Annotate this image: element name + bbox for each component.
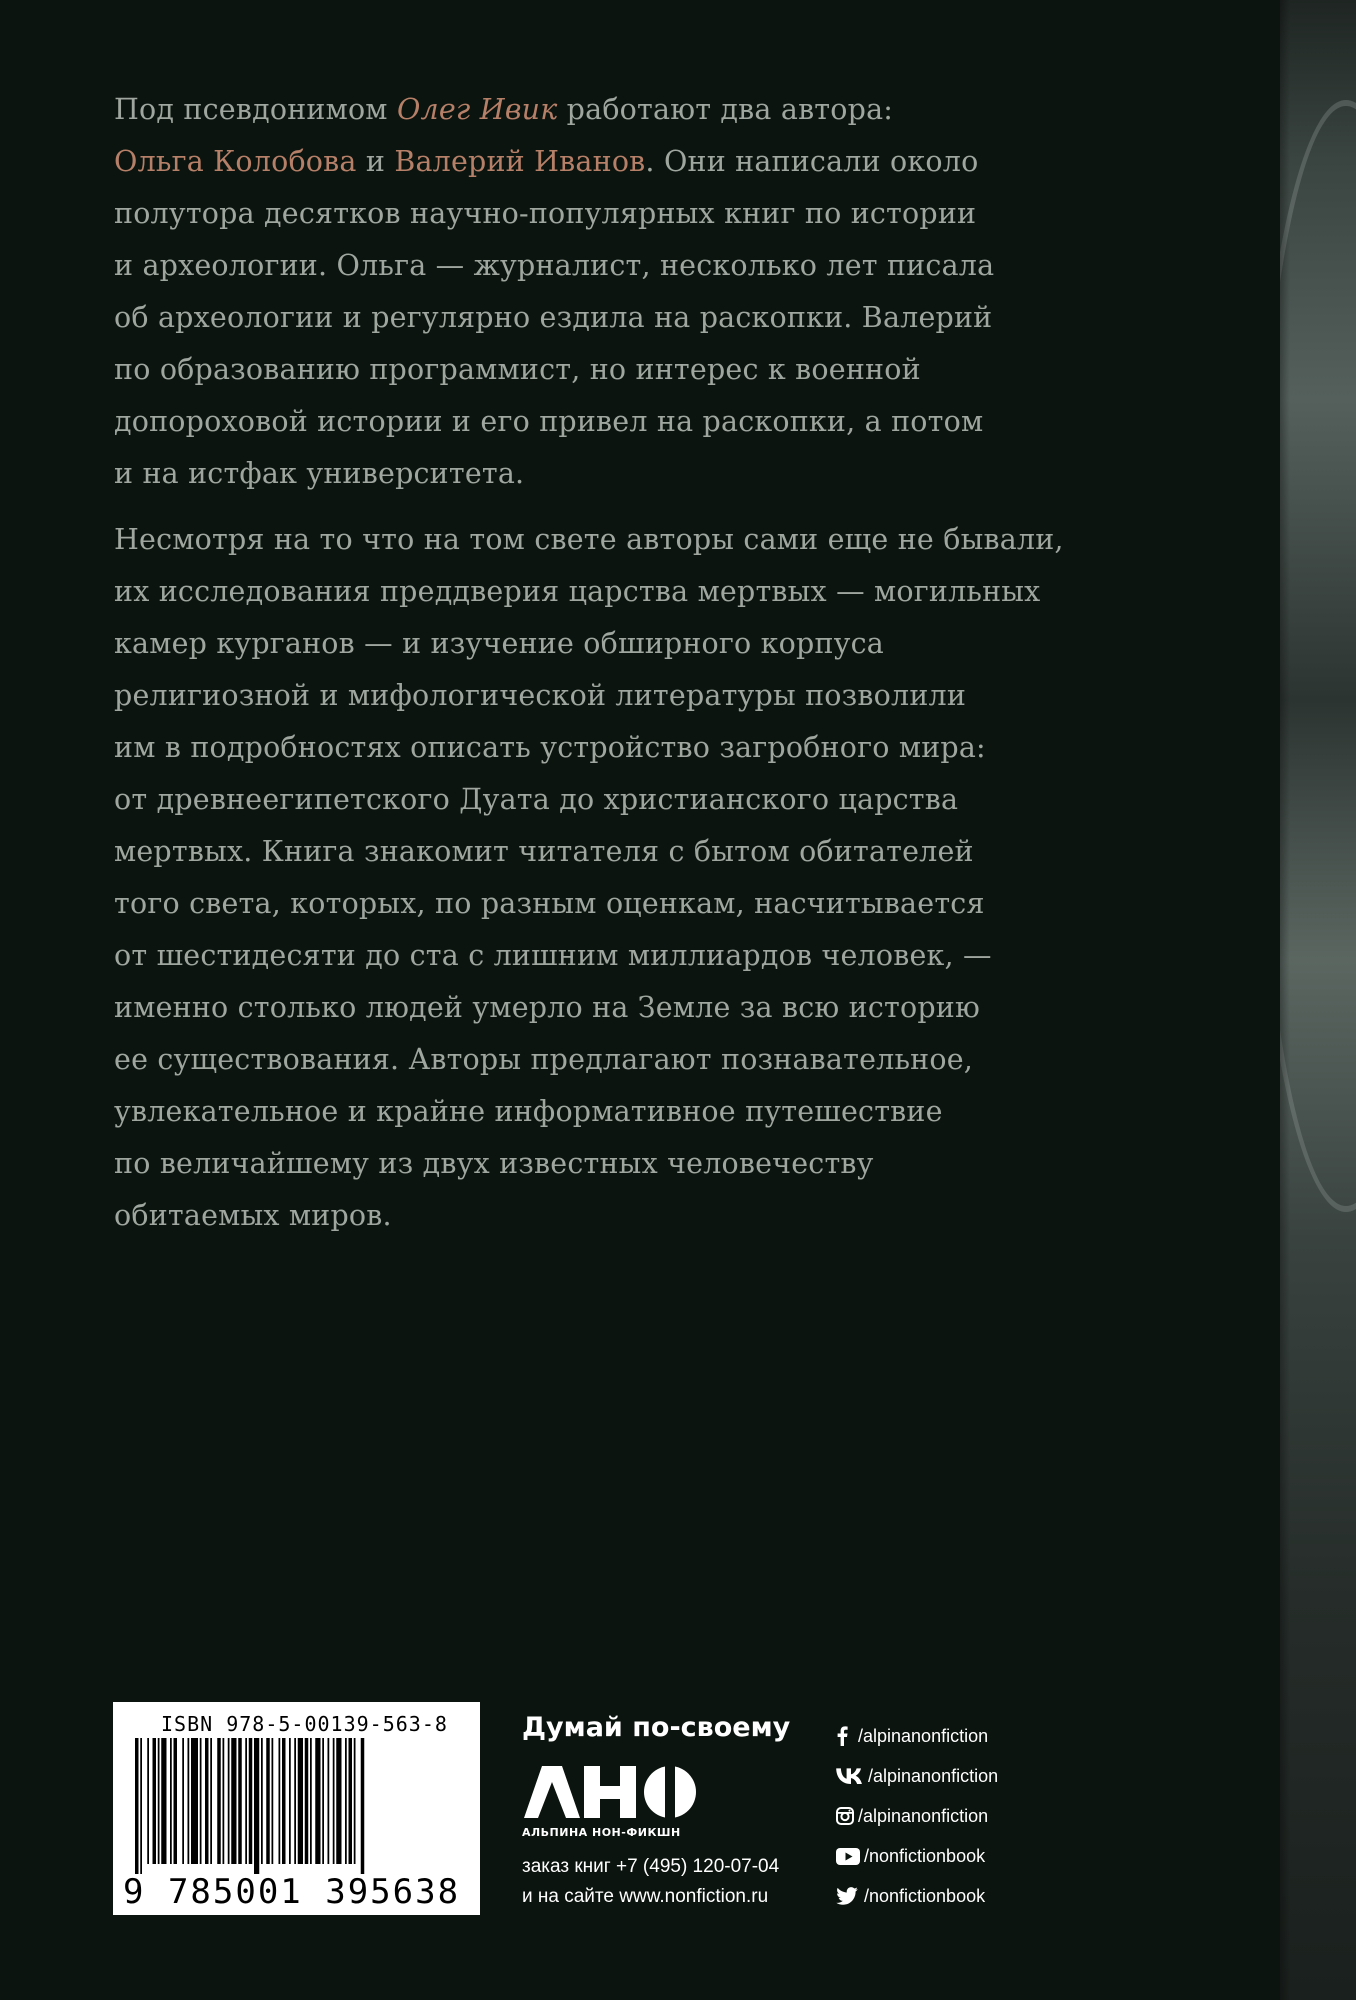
text-line: об археологии и регулярно ездила на раскопки. Валерий xyxy=(114,301,993,334)
author-name: Ольга Колобова xyxy=(114,145,357,178)
text-line: ее существования. Авторы предлагают познавательное, xyxy=(114,1043,974,1076)
text-line: по величайшему из двух известных человечеству xyxy=(114,1147,874,1180)
text-line: камер курганов — и изучение обширного корпуса xyxy=(114,627,884,660)
barcode-bar xyxy=(294,1738,296,1864)
text-line: полутора десятков научно-популярных книг по истории xyxy=(114,197,977,230)
text-line: по образованию программист, но интерес к военной xyxy=(114,353,921,386)
barcode-bar xyxy=(333,1738,335,1864)
barcode-bar xyxy=(361,1738,365,1874)
social-link-twitter[interactable] xyxy=(836,1876,998,1916)
barcode-bar xyxy=(322,1738,324,1864)
order-info xyxy=(522,1852,779,1912)
alpina-logo-icon xyxy=(522,1762,697,1820)
publisher-slogan: Думай по-своему xyxy=(522,1712,791,1743)
text-line: им в подробностях описать устройство загробного мира: xyxy=(114,731,986,764)
barcode-bar xyxy=(210,1738,212,1864)
pseudonym: Олег Ивик xyxy=(396,93,558,126)
text-line: религиозной и мифологической литературы позволили xyxy=(114,679,967,712)
barcode xyxy=(113,1702,480,1915)
author-paragraph xyxy=(114,84,1074,500)
social-handle: /alpinanonfiction xyxy=(858,1725,989,1746)
barcode-bars xyxy=(135,1738,459,1874)
social-link-facebook[interactable] xyxy=(836,1716,998,1756)
barcode-bar xyxy=(147,1738,149,1864)
author-name: Валерий Иванов xyxy=(394,145,646,178)
cover-text xyxy=(114,84,1074,1256)
isbn-label: ISBN 978-5-00139-563-8 xyxy=(161,1712,448,1736)
social-link-vk[interactable] xyxy=(836,1756,998,1796)
text-line: допороховой истории и его привел на раскопки, а потом xyxy=(114,405,984,438)
text-line: от шестидесяти до ста с лишним миллиардов человек, — xyxy=(114,939,992,972)
order-phone: заказ книг +7 (495) 120-07-04 xyxy=(522,1856,780,1877)
text-line: Ольга Колобова и Валерий Иванов. Они написали около xyxy=(114,145,979,178)
spine-image-strip xyxy=(1280,0,1356,2000)
text-line: и археологии. Ольга — журналист, несколько лет писала xyxy=(114,249,995,282)
barcode-bar xyxy=(205,1738,209,1864)
twitter-icon xyxy=(836,1887,862,1905)
barcode-bar xyxy=(191,1738,198,1864)
text-line: Несмотря на то что на том свете авторы сами еще не бывали, xyxy=(114,523,1064,556)
barcode-bar xyxy=(261,1738,263,1864)
barcode-bar xyxy=(279,1738,281,1864)
barcode-bar xyxy=(238,1738,242,1864)
text-line: именно столько людей умерло на Земле за всю историю xyxy=(114,991,981,1024)
barcode-bar xyxy=(231,1738,236,1864)
order-website: и на сайте www.nonfiction.ru xyxy=(522,1886,769,1907)
description-paragraph xyxy=(114,514,1074,1242)
barcode-bar xyxy=(354,1738,356,1864)
social-handle: /nonfictionbook xyxy=(864,1845,986,1866)
barcode-bar xyxy=(228,1738,230,1864)
barcode-bar xyxy=(135,1738,139,1874)
barcode-bar xyxy=(158,1738,160,1864)
text-line: мертвых. Книга знакомит читателя с бытом обитателей xyxy=(114,835,974,868)
social-link-youtube[interactable] xyxy=(836,1836,998,1876)
barcode-bar xyxy=(188,1738,190,1864)
barcode-bar xyxy=(245,1738,247,1864)
vk-icon xyxy=(836,1768,866,1784)
text-line: увлекательное и крайне информативное путешествие xyxy=(114,1095,943,1128)
social-handle: /alpinanonfiction xyxy=(868,1765,999,1786)
barcode-bar xyxy=(254,1738,259,1874)
barcode-bar xyxy=(345,1738,347,1864)
barcode-bar xyxy=(223,1738,225,1864)
social-links xyxy=(836,1716,998,1916)
barcode-bar xyxy=(282,1738,286,1864)
barcode-bar xyxy=(336,1738,341,1864)
barcode-bar xyxy=(328,1738,330,1864)
barcode-bar xyxy=(217,1738,221,1864)
barcode-bar xyxy=(315,1738,320,1864)
barcode-bar xyxy=(140,1738,142,1874)
text-line: и на истфак университета. xyxy=(114,457,525,490)
barcode-bar xyxy=(266,1738,270,1864)
social-handle: /nonfictionbook xyxy=(864,1885,986,1906)
social-handle: /alpinanonfiction xyxy=(858,1805,989,1826)
barcode-bar xyxy=(310,1738,312,1864)
barcode-bar xyxy=(305,1738,309,1864)
text-line: от древнеегипетского Дуата до христианского царства xyxy=(114,783,959,816)
barcode-bar xyxy=(349,1738,353,1864)
barcode-bar xyxy=(272,1738,274,1864)
barcode-bar xyxy=(182,1738,184,1864)
instagram-icon xyxy=(836,1807,856,1825)
youtube-icon xyxy=(836,1848,862,1865)
text-line: их исследования преддверия царства мертвых — могильных xyxy=(114,575,1041,608)
barcode-bar xyxy=(298,1738,303,1864)
text-line: Под псевдонимом Олег Ивик работают два автора: xyxy=(114,93,894,126)
facebook-icon xyxy=(836,1726,856,1746)
barcode-bar xyxy=(289,1738,291,1864)
barcode-bar xyxy=(200,1738,202,1864)
barcode-bar xyxy=(153,1738,157,1864)
text-line: обитаемых миров. xyxy=(114,1199,392,1232)
text-line: того света, которых, по разным оценкам, насчитывается xyxy=(114,887,985,920)
barcode-bar xyxy=(174,1738,178,1864)
barcode-number: 9 785001 395638 xyxy=(123,1872,461,1912)
barcode-bar xyxy=(249,1738,253,1864)
barcode-bar xyxy=(170,1738,172,1864)
publisher-name: АЛЬПИНА НОН-ФИКШН xyxy=(522,1826,681,1839)
social-link-instagram[interactable] xyxy=(836,1796,998,1836)
barcode-bar xyxy=(161,1738,166,1864)
